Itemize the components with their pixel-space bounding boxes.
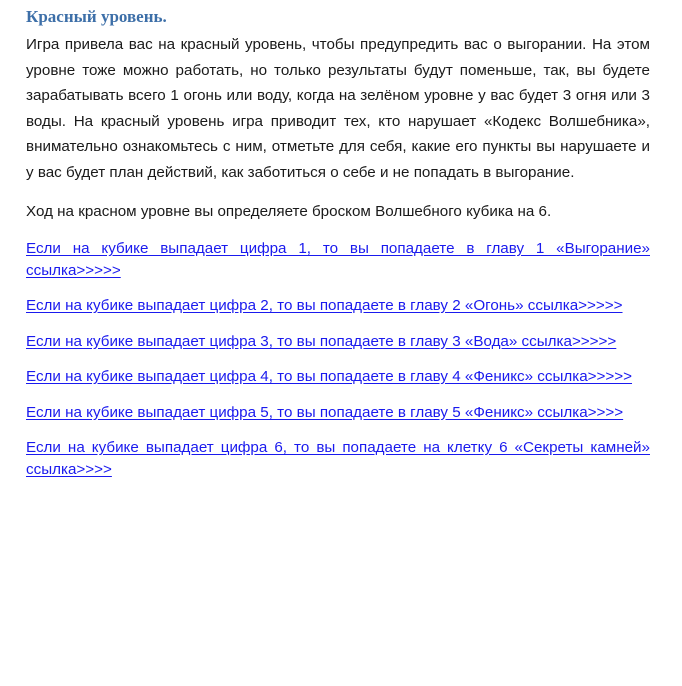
chapter-link-1[interactable]: Если на кубике выпадает цифра 1, то вы попадаете в главу 1 «Выгорание» ссылка>>>>> bbox=[26, 240, 650, 279]
chapter-link-1-block bbox=[26, 238, 650, 281]
chapter-link-6[interactable]: Если на кубике выпадает цифра 6, то вы попадаете на клетку 6 «Секреты камней» ссылка>>>> bbox=[26, 439, 650, 478]
chapter-link-6-block bbox=[26, 437, 650, 480]
chapter-link-3[interactable]: Если на кубике выпадает цифра 3, то вы попадаете в главу 3 «Вода» ссылка>>>>> bbox=[26, 332, 617, 350]
chapter-link-3-block bbox=[26, 331, 650, 353]
document-page bbox=[26, 6, 650, 480]
section-title: Красный уровень. bbox=[26, 7, 167, 26]
chapter-link-5[interactable]: Если на кубике выпадает цифра 5, то вы попадаете в главу 5 «Феникс» ссылка>>>> bbox=[26, 403, 624, 421]
chapter-link-4-block bbox=[26, 366, 650, 388]
chapter-link-2-block bbox=[26, 295, 650, 317]
intro-paragraph: Игра привела вас на красный уровень, чтобы предупредить вас о выгорании. На этом уровне тоже можно работать, но только результаты будут поменьше, так, вы будете зарабатывать всего 1 огонь или воду, когда на зелёном уровне у вас будет 3 огня или 3 воды. На красный уровень игра приводит тех, кто нарушает «Кодекс Волшебника», внимательно ознакомьтесь с ним, отметьте для себя, какие его пункты вы нарушаете и у вас будет план действий, как заботиться о себе и не попадать в выгорание. bbox=[26, 36, 650, 181]
chapter-link-4[interactable]: Если на кубике выпадает цифра 4, то вы попадаете в главу 4 «Феникс» ссылка>>>>> bbox=[26, 368, 633, 386]
chapter-link-2[interactable]: Если на кубике выпадает цифра 2, то вы попадаете в главу 2 «Огонь» ссылка>>>>> bbox=[26, 297, 623, 315]
dice-note-paragraph: Ход на красном уровне вы определяете броском Волшебного кубика на 6. bbox=[26, 202, 552, 220]
chapter-link-5-block bbox=[26, 402, 650, 424]
